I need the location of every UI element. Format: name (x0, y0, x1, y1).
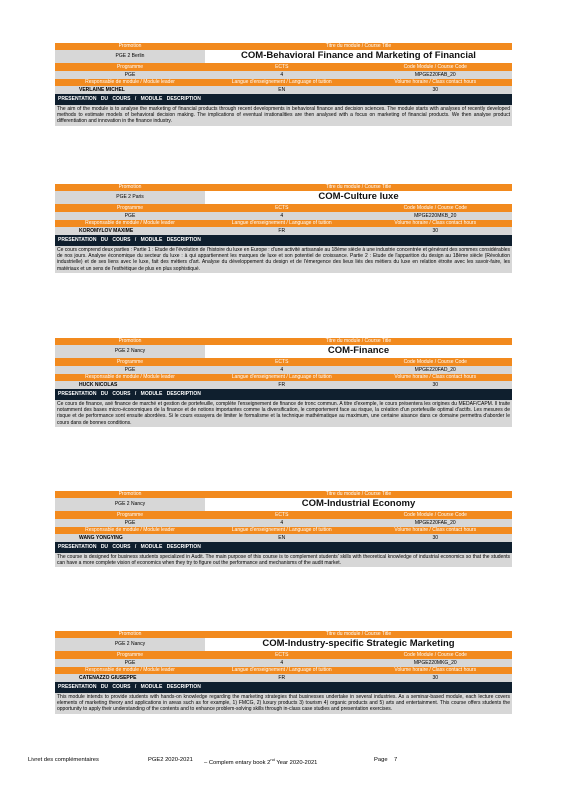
promotion-value: PGE 2 Nancy (55, 498, 205, 512)
programme-label: Programme (55, 64, 205, 71)
promotion-label: Promotion (55, 631, 205, 638)
programme-label: Programme (55, 512, 205, 519)
ects-label: ECTS (205, 359, 359, 366)
hours-label: Volume horaire / Class contact hours (359, 374, 513, 381)
hours-label: Volume horaire / Class contact hours (359, 79, 513, 86)
programme-label: Programme (55, 205, 205, 212)
footer-programme-year: PGE2 2020-2021 (148, 757, 193, 763)
programme-value: PGE (55, 366, 205, 374)
course-description: The course is designed for business students specialized in Audit. The main purpose of this course is to complement students' skills with theoretical knowledge of industrial economics so that the students can have a more complete vision of economics when they try to figure out the performance and mechanisms of the audit market. (57, 554, 510, 567)
course-title: COM-Industrial Economy (205, 498, 512, 512)
course-title: COM-Behavioral Finance and Marketing of Financial (205, 50, 512, 64)
language-value: EN (205, 86, 359, 94)
presentation-heading: PRESENTATION DU COURS / MODULE DESCRIPTION (55, 682, 512, 693)
language-label: Langue d'enseignement / Language of tuition (205, 527, 359, 534)
hours-label: Volume horaire / Class contact hours (359, 527, 513, 534)
course-block (55, 43, 512, 126)
hours-value: 30 (359, 227, 513, 235)
language-value: FR (205, 674, 359, 682)
hours-label: Volume horaire / Class contact hours (359, 667, 513, 674)
promotion-value: PGE 2 Nancy (55, 638, 205, 652)
promotion-label: Promotion (55, 184, 205, 191)
ects-label: ECTS (205, 205, 359, 212)
ects-label: ECTS (205, 652, 359, 659)
presentation-heading: PRESENTATION DU COURS / MODULE DESCRIPTION (55, 235, 512, 246)
footer-complementary-book: – Complem entary book 2nd Year 2020-2021 (204, 757, 318, 766)
programme-value: PGE (55, 71, 205, 79)
language-value: FR (205, 381, 359, 389)
presentation-heading: PRESENTATION DU COURS / MODULE DESCRIPTION (55, 389, 512, 400)
page-number: 7 (394, 757, 398, 763)
course-title-label: Titre du module / Course Title (205, 43, 512, 50)
leader-value: KOROMYLOV MAXIME (55, 227, 205, 235)
code-value: MPGE220FAB_20 (359, 71, 513, 79)
code-label: Code Module / Course Code (359, 512, 513, 519)
promotion-value: PGE 2 Nancy (55, 345, 205, 359)
promotion-label: Promotion (55, 43, 205, 50)
course-block (55, 631, 512, 714)
presentation-heading: PRESENTATION DU COURS / MODULE DESCRIPTION (55, 542, 512, 553)
ects-label: ECTS (205, 64, 359, 71)
hours-value: 30 (359, 86, 513, 94)
leader-label: Responsable de module / Module leader (55, 79, 205, 86)
leader-label: Responsable de module / Module leader (55, 527, 205, 534)
code-label: Code Module / Course Code (359, 359, 513, 366)
footer-booklet-title: Livret des complémentaires (28, 757, 99, 763)
course-description: This module intends to provide students with hands-on knowledge regarding the marketing strategies that businesses undertake in several industries. As a seminar-based module, each lecture covers elements of marketing theory and applications in areas such as for example, 1) FMCG, 2) luxury products 3) tourism 4) organic products and 5) arts and entertainment. This course offers students the opportunity to apply their understanding of the contents and to enhance problem-solving skills through in-class case studies and presentation exercises. (57, 694, 510, 713)
leader-value: WANG YONGYING (55, 534, 205, 542)
hours-value: 30 (359, 674, 513, 682)
course-block (55, 184, 512, 273)
course-title-label: Titre du module / Course Title (205, 491, 512, 498)
course-block (55, 338, 512, 427)
course-title-label: Titre du module / Course Title (205, 631, 512, 638)
leader-value: VERLAINE MICHEL (55, 86, 205, 94)
leader-value: CATENAZZO GIUSEPPE (55, 674, 205, 682)
code-label: Code Module / Course Code (359, 205, 513, 212)
programme-value: PGE (55, 212, 205, 220)
promotion-label: Promotion (55, 491, 205, 498)
language-label: Langue d'enseignement / Language of tuition (205, 374, 359, 381)
course-description: Ce cours comprend deux parties : Partie 1 : Etude de l'évolution de l'histoire du luxe en Europe : d'une activité artisanale au 18ème siècle à une industrie concentrée et générant des sommes considérables de nos jours. Analyse économique du secteur du luxe : à qui appartiennent les marques de luxe et son potentiel de croissance. Partie 2 : Etude de l'apparition du design au 18ème siècle (Révolution industrielle) et de ses liens avec le luxe, fait des métiers d'art. Analyse du développement du design et de l'émergence des lieux liés des métiers du luxe en relation étroite avec les savoir-faire, les matériaux et un sens de l'esthétique de plus en plus sophistiqué. (57, 247, 510, 272)
course-title-label: Titre du module / Course Title (205, 184, 512, 191)
promotion-value: PGE 2 Berlin (55, 50, 205, 64)
course-title-label: Titre du module / Course Title (205, 338, 512, 345)
language-label: Langue d'enseignement / Language of tuition (205, 667, 359, 674)
leader-label: Responsable de module / Module leader (55, 667, 205, 674)
promotion-value: PGE 2 Paris (55, 191, 205, 205)
language-label: Langue d'enseignement / Language of tuition (205, 220, 359, 227)
programme-label: Programme (55, 359, 205, 366)
promotion-label: Promotion (55, 338, 205, 345)
hours-value: 30 (359, 534, 513, 542)
ects-value: 4 (205, 519, 359, 527)
course-block (55, 491, 512, 567)
programme-value: PGE (55, 659, 205, 667)
hours-label: Volume horaire / Class contact hours (359, 220, 513, 227)
hours-value: 30 (359, 381, 513, 389)
programme-label: Programme (55, 652, 205, 659)
leader-label: Responsable de module / Module leader (55, 220, 205, 227)
code-label: Code Module / Course Code (359, 652, 513, 659)
ects-value: 4 (205, 71, 359, 79)
course-title: COM-Industry-specific Strategic Marketing (205, 638, 512, 652)
course-title: COM-Culture luxe (205, 191, 512, 205)
language-label: Langue d'enseignement / Language of tuition (205, 79, 359, 86)
ects-value: 4 (205, 659, 359, 667)
course-description: Ce cours de finance, axé finance de marché et gestion de portefeuille, complète l'enseignement de finance de tronc commun. A titre d'exemple, le cours présentera les origines du MEDAF/CAPM. Il traite notamment des bases micro-économiques de la finance et de notions importantes comme la diversification, le comportement face au risque, la création d'un portefeuille optimal d'actifs. Les mesures de risque et de performance sont ensuite abordées. Si le cours essayera de limiter le formalisme et la technique mathématique au maximum, une certaine aisance dans ce domaine permettra d'aborder le cours dans de bonnes conditions. (57, 401, 510, 426)
ects-value: 4 (205, 212, 359, 220)
page-footer (28, 757, 448, 766)
code-value: MPGE220FAD_20 (359, 366, 513, 374)
ects-label: ECTS (205, 512, 359, 519)
leader-label: Responsable de module / Module leader (55, 374, 205, 381)
code-value: MPGE220FAE_20 (359, 519, 513, 527)
presentation-heading: PRESENTATION DU COURS / MODULE DESCRIPTION (55, 94, 512, 105)
language-value: FR (205, 227, 359, 235)
ects-value: 4 (205, 366, 359, 374)
language-value: EN (205, 534, 359, 542)
code-value: MPGE220MKG_20 (359, 659, 513, 667)
footer-page-label: Page (374, 757, 388, 763)
course-title: COM-Finance (205, 345, 512, 359)
code-value: MPGE220MKB_20 (359, 212, 513, 220)
course-description: The aim of the module is to analyse the marketing of financial products through recent developments in behavioral finance and decision sciences. The module starts with analyses of recently developed methods to estimate models of behavioral decision making. The implications of eventual irrationalities are then analysed with a focus on marketing of financial products. We then analyse product differentiation and innovation in the finance industry. (57, 106, 510, 125)
programme-value: PGE (55, 519, 205, 527)
leader-value: HUCK NICOLAS (55, 381, 205, 389)
code-label: Code Module / Course Code (359, 64, 513, 71)
